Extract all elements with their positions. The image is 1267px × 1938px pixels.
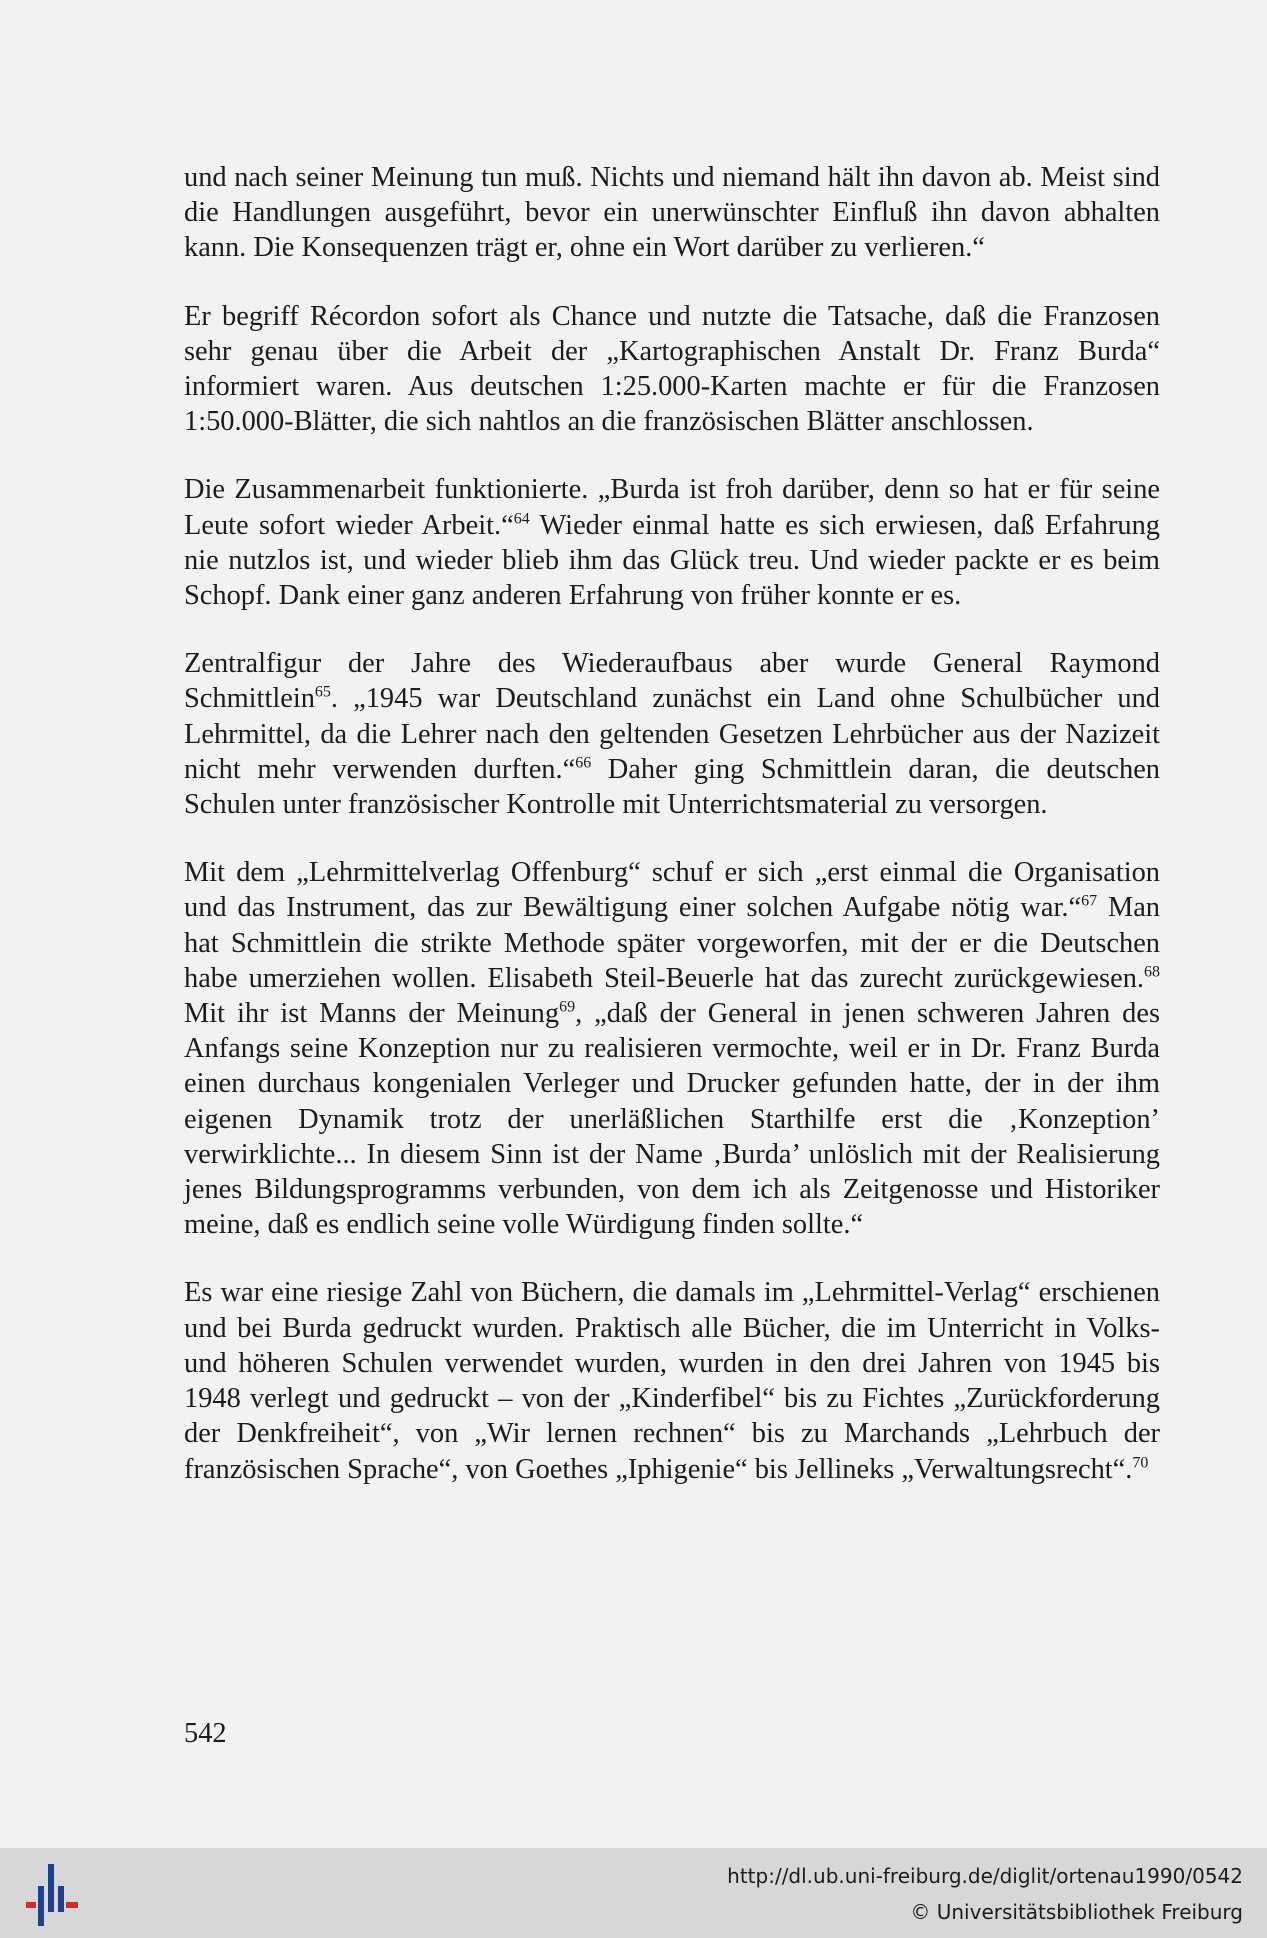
paragraph <box>184 855 1160 1242</box>
text-run: und nach seiner Meinung tun muß. Nichts und niemand hält ihn davon ab. Meist sind die Handlungen ausgeführt, bevor ein unerwünschter Einfluß ihn davon abhalten kann. Die Konsequenzen trägt er, ohne ein Wort darüber zu verlieren.“ <box>184 162 1160 264</box>
footnote-ref: 69 <box>559 998 576 1016</box>
text-run: Daher ging Schmittlein daran, die deutschen Schulen unter französischer Kontrolle mit Unterrichtsmaterial zu versorgen. <box>184 753 1160 821</box>
footer-url-link[interactable]: http://dl.ub.uni-freiburg.de/diglit/ortenau1990/0542 <box>727 1864 1243 1888</box>
footnote-ref: 66 <box>575 754 592 772</box>
footnote-ref: 70 <box>1132 1454 1149 1472</box>
text-run: Die Zusammenarbeit funktionierte. „Burda ist froh darüber, denn so hat er für seine Leute sofort wieder Arbeit.“ <box>184 474 1160 541</box>
paragraph <box>184 1275 1160 1486</box>
text-run: Mit dem „Lehrmittelverlag Offenburg“ schuf er sich „erst einmal die Organisation und das Instrument, das zur Bewältigung einer solchen Aufgabe nötig war.“ <box>184 857 1160 924</box>
footnote-ref: 64 <box>513 510 530 528</box>
ub-freiburg-logo-icon <box>22 1858 82 1932</box>
paragraph <box>184 472 1160 613</box>
text-run: , „daß der General in jenen schweren Jahren des Anfangs seine Konzeption nur zu realisieren vermochte, weil er in Dr. Franz Burda einen durchaus kongenialen Verleger und Drucker gefunden hatte, der in der ihm eigenen Dynamik trotz der unerläßlichen Starthilfe erst die ‚Konzeption’ verwirklichte... In diesem Sinn ist der Name ‚Burda’ unlöslich mit der Realisierung jenes Bildungsprogramms verbunden, von dem ich als Zeitgenosse und Historiker meine, daß es endlich seine volle Würdigung finden sollte.“ <box>184 998 1160 1241</box>
text-run: Man hat Schmittlein die strikte Methode später vorgeworfen, mit der er die Deutschen habe umerziehen wollen. Elisabeth Steil-Beuerle hat das zurecht zurückgewiesen. <box>184 892 1161 994</box>
body-text <box>184 160 1160 1520</box>
text-run: Zentralfigur der Jahre des Wiederaufbaus aber wurde General Raymond Schmittlein <box>184 648 1160 715</box>
paragraph <box>184 646 1160 822</box>
footnote-ref: 65 <box>314 683 331 701</box>
text-run: Er begriff Récordon sofort als Chance und nutzte die Tatsache, daß die Franzosen sehr genau über die Arbeit der „Kartographischen Anstalt Dr. Franz Burda“ informiert waren. Aus deutschen 1:25.000-Karten machte er für die Franzosen 1:50.000-Blätter, die sich nahtlos an die französischen Blätter anschlossen. <box>184 300 1160 438</box>
page-number: 542 <box>184 1718 227 1749</box>
footer-bar <box>0 1848 1267 1938</box>
footnote-ref: 67 <box>1081 892 1098 910</box>
text-run: Mit ihr ist Manns der Meinung <box>184 998 560 1030</box>
paragraph <box>184 299 1160 440</box>
text-run: Es war eine riesige Zahl von Büchern, die damals im „Lehrmittel-Verlag“ erschienen und bei Burda gedruckt wurden. Praktisch alle Bücher, die im Unterricht in Volks- und höheren Schulen verwendet wurden, wurden in den drei Jahren von 1945 bis 1948 verlegt und gedruckt – von der „Kinderfibel“ bis zu Fichtes „Zurückforderung der Denkfreiheit“, von „Wir lernen rechnen“ bis zu Marchands „Lehrbuch der französischen Sprache“, von Goethes „Iphigenie“ bis Jellineks „Verwaltungsrecht“. <box>184 1277 1160 1485</box>
text-run: . „1945 war Deutschland zunächst ein Land ohne Schulbücher und Lehrmittel, da die Lehrer nach den geltenden Gesetzen Lehrbücher aus der Nazizeit nicht mehr verwenden durften.“ <box>184 683 1160 785</box>
paragraph <box>184 160 1160 266</box>
footnote-ref: 68 <box>1144 963 1160 981</box>
text-run: Wieder einmal hatte es sich erwiesen, daß Erfahrung nie nutzlos ist, und wieder blieb ihm das Glück treu. Und wieder packte er es beim Schopf. Dank einer ganz anderen Erfahrung von früher konnte er es. <box>184 509 1160 612</box>
footer-copyright: © Universitätsbibliothek Freiburg <box>910 1900 1243 1924</box>
